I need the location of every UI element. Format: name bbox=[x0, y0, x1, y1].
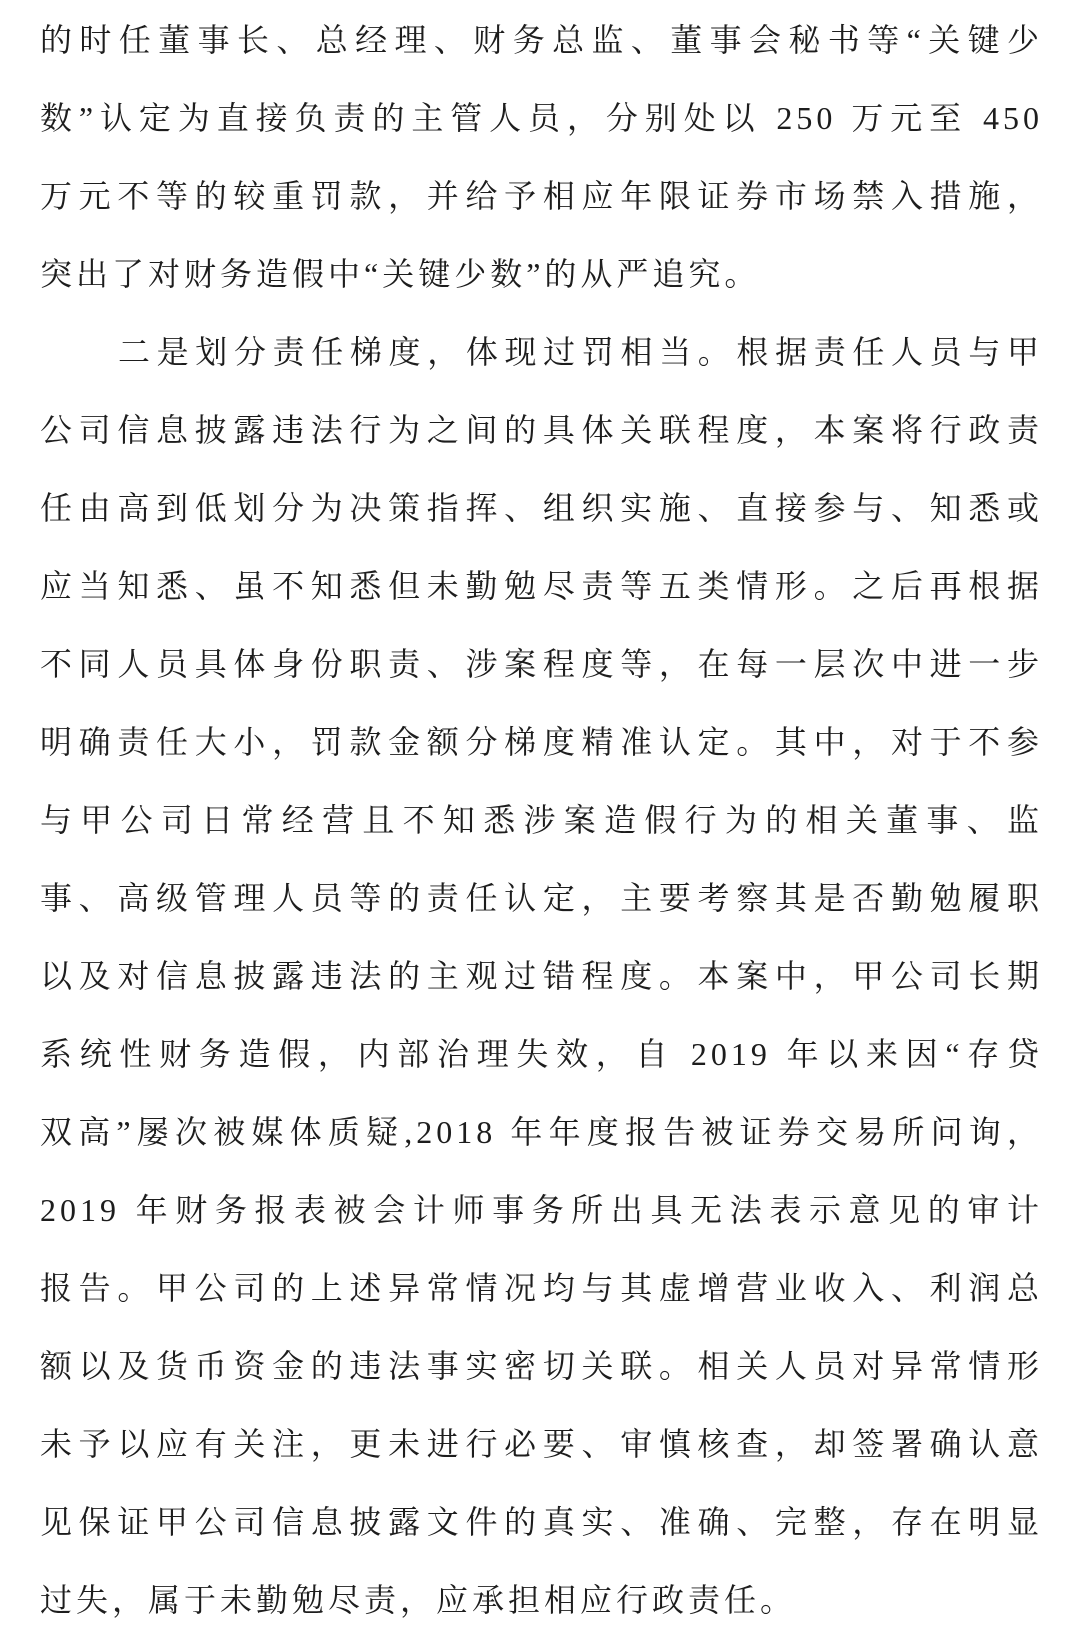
text-line: 过失，属于未勤勉尽责，应承担相应行政责任。 bbox=[40, 1582, 797, 1618]
text-line: 与甲公司日常经营且不知悉涉案造假行为的相关董事、监 bbox=[40, 802, 1043, 838]
paragraph-1 bbox=[40, 1, 1043, 313]
text-line: 系统性财务造假，内部治理失效，自 2019 年以来因“存贷 bbox=[40, 1036, 1043, 1072]
text-line: 2019 年财务报表被会计师事务所出具无法表示意见的审计 bbox=[40, 1192, 1043, 1228]
text-line: 额以及货币资金的违法事实密切关联。相关人员对异常情形 bbox=[40, 1348, 1043, 1384]
text-line: 公司信息披露违法行为之间的具体关联程度，本案将行政责 bbox=[40, 412, 1043, 448]
text-line: 未予以应有关注，更未进行必要、审慎核查，却签署确认意 bbox=[40, 1426, 1043, 1462]
text-line: 不同人员具体身份职责、涉案程度等，在每一层次中进一步 bbox=[40, 646, 1043, 682]
text-line: 二是划分责任梯度，体现过罚相当。根据责任人员与甲 bbox=[118, 334, 1043, 370]
text-line: 的时任董事长、总经理、财务总监、董事会秘书等“关键少 bbox=[40, 22, 1043, 58]
text-line: 任由高到低划分为决策指挥、组织实施、直接参与、知悉或 bbox=[40, 490, 1043, 526]
text-line: 突出了对财务造假中“关键少数”的从严追究。 bbox=[40, 256, 761, 292]
text-line: 双高”屡次被媒体质疑,2018 年年度报告被证券交易所问询， bbox=[40, 1114, 1043, 1150]
text-line: 万元不等的较重罚款，并给予相应年限证券市场禁入措施， bbox=[40, 178, 1043, 214]
text-line: 报告。甲公司的上述异常情况均与其虚增营业收入、利润总 bbox=[40, 1270, 1043, 1306]
text-line: 应当知悉、虽不知悉但未勤勉尽责等五类情形。之后再根据 bbox=[40, 568, 1043, 604]
text-line: 明确责任大小，罚款金额分梯度精准认定。其中，对于不参 bbox=[40, 724, 1043, 760]
text-line: 数”认定为直接负责的主管人员，分别处以 250 万元至 450 bbox=[40, 100, 1043, 136]
text-line: 以及对信息披露违法的主观过错程度。本案中，甲公司长期 bbox=[40, 958, 1043, 994]
paragraph-2 bbox=[40, 313, 1043, 1635]
text-line: 见保证甲公司信息披露文件的真实、准确、完整，存在明显 bbox=[40, 1504, 1043, 1540]
text-line: 事、高级管理人员等的责任认定，主要考察其是否勤勉履职 bbox=[40, 880, 1043, 916]
